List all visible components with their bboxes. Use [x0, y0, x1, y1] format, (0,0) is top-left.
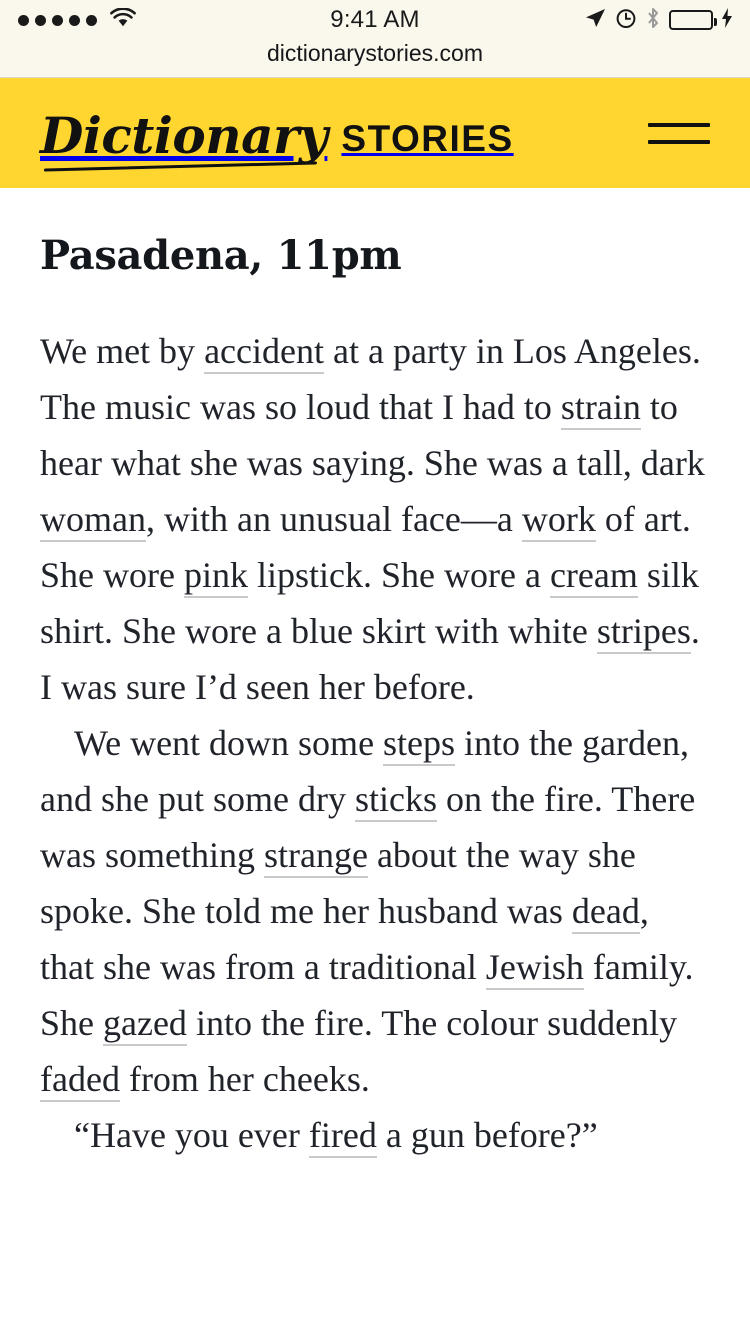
definition-link[interactable]: faded — [40, 1059, 120, 1102]
definition-link[interactable]: gazed — [103, 1003, 187, 1046]
article-text: , with an unusual face—a — [145, 499, 522, 539]
status-bar — [0, 0, 750, 40]
definition-link[interactable]: pink — [184, 555, 248, 598]
article-text: lipstick. She wore a — [247, 555, 550, 595]
status-bar-right — [584, 7, 732, 34]
site-logo-dictionary: Dictionary — [40, 105, 328, 165]
article — [0, 188, 750, 1163]
article-body — [40, 323, 710, 1163]
article-text: We went down some — [74, 723, 384, 763]
browser-url-bar[interactable] — [0, 40, 750, 78]
article-text: into the garden, and she put some dry — [40, 723, 689, 819]
article-paragraph — [40, 1107, 710, 1163]
location-arrow-icon — [584, 7, 606, 34]
definition-link[interactable]: accident — [204, 331, 324, 374]
definition-link[interactable]: stripes — [597, 611, 691, 654]
article-paragraph — [40, 715, 710, 1107]
signal-strength-dots — [18, 15, 97, 26]
article-text: We met by — [40, 331, 205, 371]
article-text: a gun before?” — [376, 1115, 598, 1155]
site-header — [0, 78, 750, 188]
article-text: about the way she spoke. She told me her husband was — [40, 835, 636, 931]
site-logo[interactable] — [40, 104, 514, 163]
hamburger-menu-icon[interactable] — [648, 113, 710, 153]
battery-charging-icon — [669, 10, 713, 30]
article-text: to hear what she was saying. She was a tall, dark — [40, 387, 705, 483]
definition-link[interactable]: dead — [572, 891, 640, 934]
article-text: of art. She wore — [40, 499, 691, 595]
article-text: silk shirt. She wore a blue skirt with white — [40, 555, 699, 651]
status-bar-clock: 9:41 AM — [330, 6, 420, 33]
charging-bolt-icon — [722, 8, 732, 33]
wifi-icon — [110, 8, 136, 33]
article-text: , that she was from a traditional — [40, 891, 649, 987]
definition-link[interactable]: steps — [383, 723, 455, 766]
article-text: from her cheeks. — [119, 1059, 370, 1099]
article-text: on the fire. There was something — [40, 779, 696, 875]
article-paragraph — [40, 323, 710, 715]
definition-link[interactable]: sticks — [355, 779, 437, 822]
site-logo-stories: STORIES — [341, 117, 514, 159]
definition-link[interactable]: Jewish — [486, 947, 584, 990]
definition-link[interactable]: work — [522, 499, 596, 542]
status-bar-left — [18, 8, 136, 33]
alarm-clock-icon — [615, 7, 637, 34]
url-text[interactable]: dictionarystories.com — [266, 40, 484, 66]
bluetooth-icon — [646, 7, 660, 34]
article-text: “Have you ever — [74, 1115, 309, 1155]
definition-link[interactable]: woman — [40, 499, 146, 542]
article-text: into the fire. The colour suddenly — [186, 1003, 678, 1043]
definition-link[interactable]: fired — [309, 1115, 377, 1158]
definition-link[interactable]: strange — [264, 835, 368, 878]
definition-link[interactable]: strain — [561, 387, 641, 430]
article-text: at a party in Los Angeles. The music was so loud that I had to — [40, 331, 701, 427]
definition-link[interactable]: cream — [550, 555, 638, 598]
page-title: Pasadena, 11pm — [40, 232, 402, 279]
article-text: . I was sure I’d seen her before. — [40, 611, 700, 707]
article-text: family. She — [40, 947, 694, 1043]
